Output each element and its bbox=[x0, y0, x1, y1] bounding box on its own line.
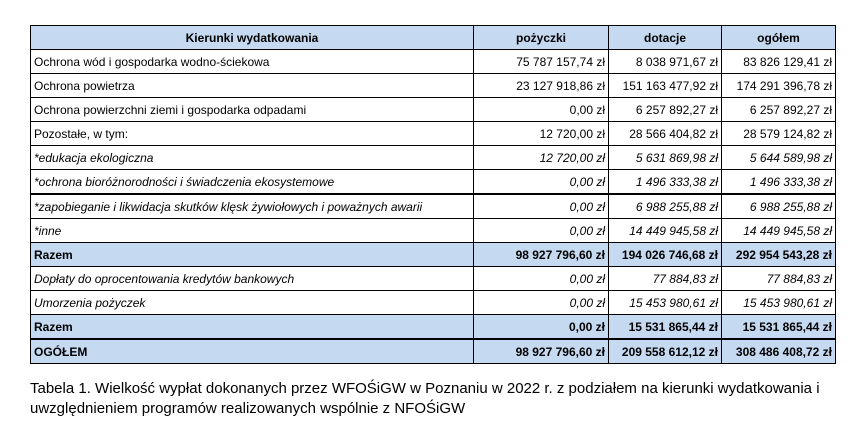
row-grants: 151 163 477,92 zł bbox=[609, 74, 722, 98]
row-total: 77 884,83 zł bbox=[722, 267, 836, 291]
row-label: Razem bbox=[31, 315, 474, 340]
row-total: 6 988 255,88 zł bbox=[722, 194, 836, 219]
row-label: *inne bbox=[31, 219, 474, 243]
row-loans: 0,00 zł bbox=[474, 291, 609, 315]
row-total: 292 954 543,28 zł bbox=[722, 243, 836, 267]
row-grants: 5 631 869,98 zł bbox=[609, 146, 722, 170]
row-loans: 98 927 796,60 zł bbox=[474, 339, 609, 364]
row-grants: 6 257 892,27 zł bbox=[609, 98, 722, 122]
row-label: Pozostałe, w tym: bbox=[31, 122, 474, 146]
row-label: Ochrona wód i gospodarka wodno-ściekowa bbox=[31, 50, 474, 74]
row-label: Umorzenia pożyczek bbox=[31, 291, 474, 315]
row-total: 1 496 333,38 zł bbox=[722, 170, 836, 195]
row-loans: 0,00 zł bbox=[474, 315, 609, 340]
subtotal-row bbox=[31, 243, 836, 267]
table-row bbox=[31, 291, 836, 315]
row-label: Ochrona powietrza bbox=[31, 74, 474, 98]
table-row bbox=[31, 50, 836, 74]
row-grants: 15 531 865,44 zł bbox=[609, 315, 722, 340]
table-row bbox=[31, 170, 836, 195]
row-loans: 75 787 157,74 zł bbox=[474, 50, 609, 74]
row-total: 6 257 892,27 zł bbox=[722, 98, 836, 122]
header-total: ogółem bbox=[722, 26, 836, 50]
row-label: OGÓŁEM bbox=[31, 339, 474, 364]
table-row bbox=[31, 219, 836, 243]
header-loans: pożyczki bbox=[474, 26, 609, 50]
row-total: 5 644 589,98 zł bbox=[722, 146, 836, 170]
row-loans: 12 720,00 zł bbox=[474, 122, 609, 146]
row-loans: 12 720,00 zł bbox=[474, 146, 609, 170]
row-total: 308 486 408,72 zł bbox=[722, 339, 836, 364]
subtotal-row bbox=[31, 315, 836, 340]
row-label: Ochrona powierzchni ziemi i gospodarka odpadami bbox=[31, 98, 474, 122]
table-row bbox=[31, 267, 836, 291]
row-label: Razem bbox=[31, 243, 474, 267]
row-grants: 77 884,83 zł bbox=[609, 267, 722, 291]
row-total: 15 453 980,61 zł bbox=[722, 291, 836, 315]
row-loans: 0,00 zł bbox=[474, 98, 609, 122]
row-label: *zapobieganie i likwidacja skutków klęsk żywiołowych i poważnych awarii bbox=[31, 194, 474, 219]
grand-total-row bbox=[31, 339, 836, 364]
row-grants: 8 038 971,67 zł bbox=[609, 50, 722, 74]
row-loans: 0,00 zł bbox=[474, 267, 609, 291]
table-row bbox=[31, 98, 836, 122]
table-caption: Tabela 1. Wielkość wypłat dokonanych przez WFOŚiGW w Poznaniu w 2022 r. z podziałem na kierunki wydatkowania i uwzględnieniem programów realizowanych wspólnie z NFOŚiGW bbox=[30, 380, 820, 417]
row-grants: 15 453 980,61 zł bbox=[609, 291, 722, 315]
table-header-row bbox=[31, 26, 836, 50]
row-grants: 6 988 255,88 zł bbox=[609, 194, 722, 219]
row-loans: 98 927 796,60 zł bbox=[474, 243, 609, 267]
expenditure-table bbox=[30, 25, 836, 364]
row-grants: 194 026 746,68 zł bbox=[609, 243, 722, 267]
row-loans: 23 127 918,86 zł bbox=[474, 74, 609, 98]
row-label: *ochrona bioróżnorodności i świadczenia ekosystemowe bbox=[31, 170, 474, 195]
table-row bbox=[31, 74, 836, 98]
header-direction: Kierunki wydatkowania bbox=[31, 26, 474, 50]
row-grants: 1 496 333,38 zł bbox=[609, 170, 722, 195]
header-grants: dotacje bbox=[609, 26, 722, 50]
row-loans: 0,00 zł bbox=[474, 170, 609, 195]
table-row bbox=[31, 146, 836, 170]
row-total: 174 291 396,78 zł bbox=[722, 74, 836, 98]
row-total: 15 531 865,44 zł bbox=[722, 315, 836, 340]
row-label: Dopłaty do oprocentowania kredytów bankowych bbox=[31, 267, 474, 291]
row-grants: 209 558 612,12 zł bbox=[609, 339, 722, 364]
row-loans: 0,00 zł bbox=[474, 219, 609, 243]
table-row bbox=[31, 194, 836, 219]
row-label: *edukacja ekologiczna bbox=[31, 146, 474, 170]
row-total: 14 449 945,58 zł bbox=[722, 219, 836, 243]
table-row bbox=[31, 122, 836, 146]
row-total: 83 826 129,41 zł bbox=[722, 50, 836, 74]
row-grants: 14 449 945,58 zł bbox=[609, 219, 722, 243]
row-loans: 0,00 zł bbox=[474, 194, 609, 219]
row-grants: 28 566 404,82 zł bbox=[609, 122, 722, 146]
row-total: 28 579 124,82 zł bbox=[722, 122, 836, 146]
